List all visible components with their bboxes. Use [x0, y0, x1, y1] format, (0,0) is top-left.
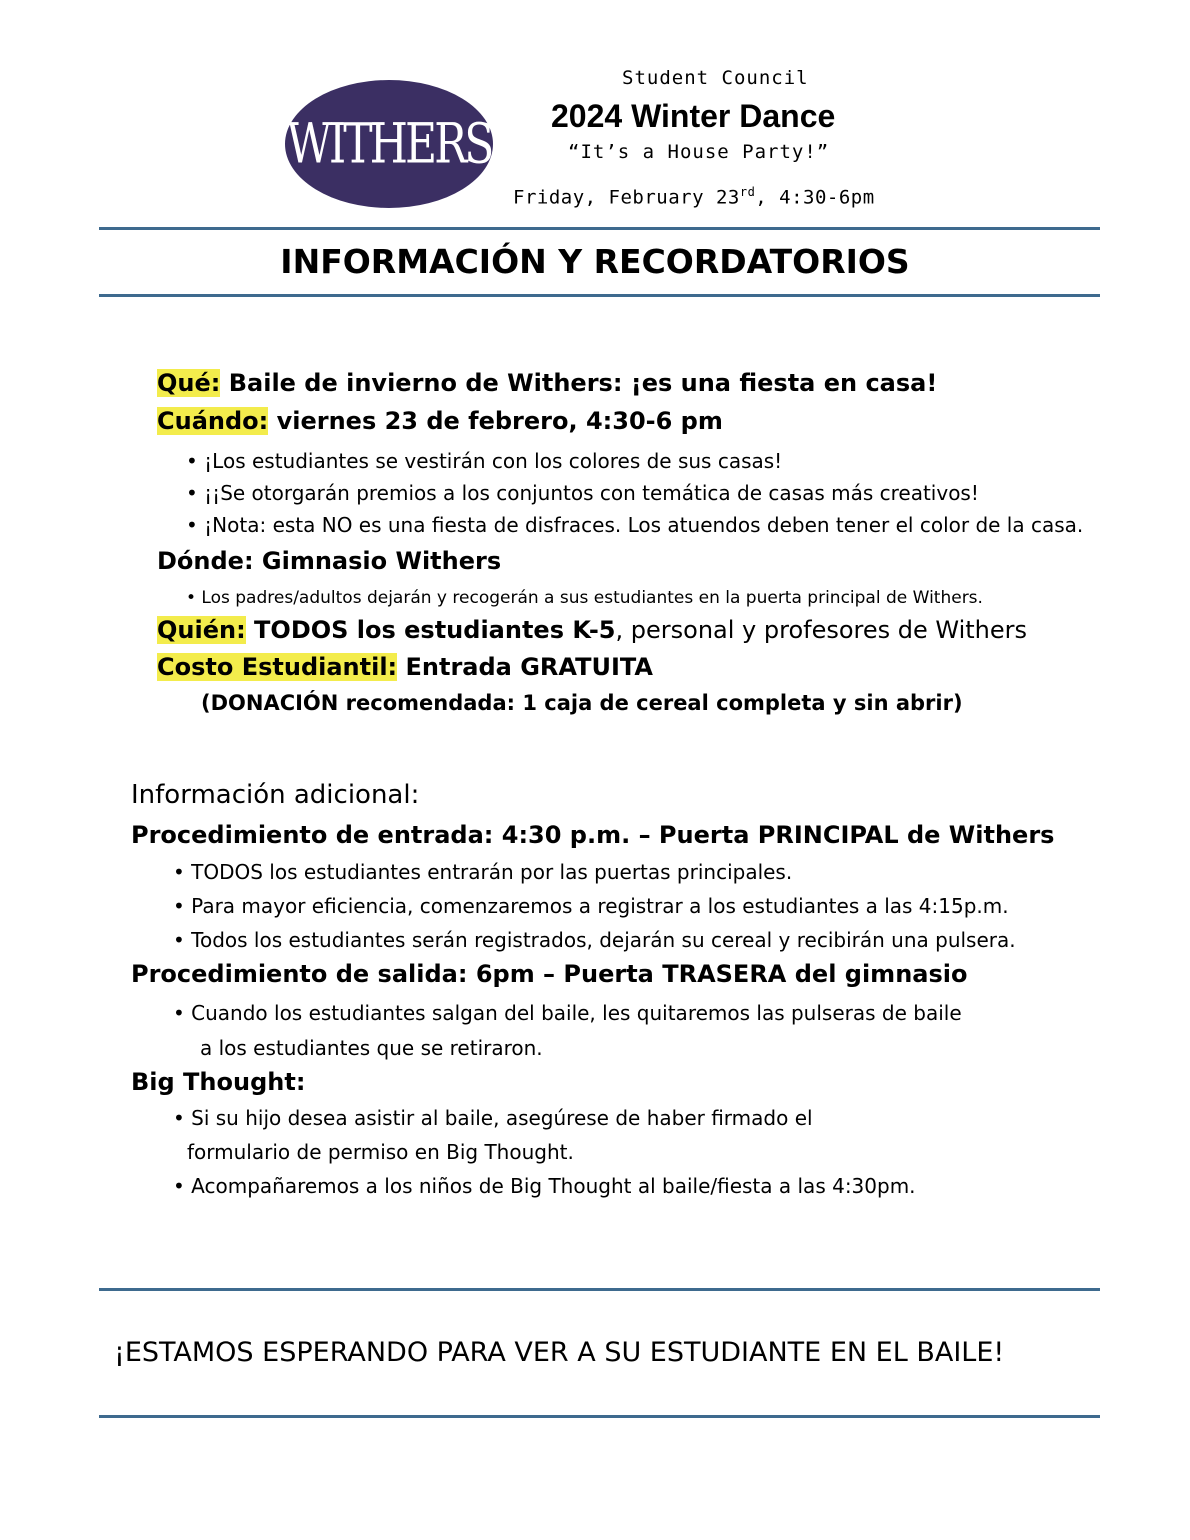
list-item: • ¡¡Se otorgarán premios a los conjuntos con temática de casas más creativos!	[186, 481, 979, 505]
cuando-label: Cuándo:	[157, 407, 269, 435]
list-item: • Todos los estudiantes serán registrados, dejarán su cereal y recibirán una pulsera.	[173, 928, 1016, 952]
student-council-label: Student Council	[622, 67, 809, 89]
quien-label: Quién:	[157, 616, 246, 644]
additional-title: Información adicional:	[131, 780, 420, 810]
list-item: • Cuando los estudiantes salgan del baile, les quitaremos las pulseras de baile	[173, 1001, 962, 1025]
dance-date	[513, 185, 875, 208]
divider-footer-bottom	[99, 1415, 1100, 1418]
salida-title: Procedimiento de salida: 6pm – Puerta TRASERA del gimnasio	[131, 960, 968, 988]
divider-top	[99, 227, 1100, 230]
list-item: • TODOS los estudiantes entrarán por las puertas principales.	[173, 860, 793, 884]
quien-rest: , personal y profesores de Withers	[615, 616, 1028, 644]
donacion-note: (DONACIÓN recomendada: 1 caja de cereal completa y sin abrir)	[201, 691, 963, 715]
withers-logo	[285, 80, 493, 208]
list-item: • Para mayor eficiencia, comenzaremos a registrar a los estudiantes a las 4:15p.m.	[173, 894, 1009, 918]
divider-heading	[99, 294, 1100, 297]
list-item: • Los padres/adultos dejarán y recogerán a sus estudiantes en la puerta principal de Withers.	[186, 588, 983, 608]
date-prefix: Friday, February 23	[513, 186, 740, 209]
cuando-row	[157, 407, 723, 435]
divider-footer-top	[99, 1288, 1100, 1291]
costo-label: Costo Estudiantil:	[157, 653, 398, 681]
que-row	[157, 369, 937, 397]
date-suffix: , 4:30-6pm	[755, 186, 875, 209]
list-item: • Si su hijo desea asistir al baile, asegúrese de haber firmado el	[173, 1106, 813, 1130]
donde-row: Dónde: Gimnasio Withers	[157, 547, 502, 575]
list-item-continued: formulario de permiso en Big Thought.	[187, 1140, 574, 1164]
list-item-continued: a los estudiantes que se retiraron.	[200, 1036, 543, 1060]
costo-value: Entrada GRATUITA	[397, 653, 653, 681]
list-item: • ¡Nota: esta NO es una fiesta de disfraces. Los atuendos deben tener el color de la casa.	[186, 513, 1084, 537]
dance-title: 2024 Winter Dance	[551, 98, 836, 134]
entrada-title: Procedimiento de entrada: 4:30 p.m. – Puerta PRINCIPAL de Withers	[131, 821, 1055, 849]
logo-text: WITHERS	[286, 112, 492, 176]
date-sup: rd	[739, 185, 756, 199]
quien-row	[157, 616, 1027, 644]
que-label: Qué:	[157, 369, 221, 397]
list-item: • ¡Los estudiantes se vestirán con los colores de sus casas!	[186, 449, 783, 473]
que-value: Baile de invierno de Withers: ¡es una fiesta en casa!	[220, 369, 938, 397]
big-thought-title: Big Thought:	[131, 1068, 306, 1096]
cuando-value: viernes 23 de febrero, 4:30-6 pm	[268, 407, 723, 435]
footer-message: ¡ESTAMOS ESPERANDO PARA VER A SU ESTUDIANTE EN EL BAILE!	[114, 1337, 1005, 1368]
dance-theme: “It’s a House Party!”	[568, 141, 830, 163]
costo-row	[157, 653, 653, 681]
quien-bold: TODOS los estudiantes K-5	[245, 616, 616, 644]
page-title: INFORMACIÓN Y RECORDATORIOS	[280, 242, 910, 281]
list-item: • Acompañaremos a los niños de Big Thought al baile/fiesta a las 4:30pm.	[173, 1174, 916, 1198]
